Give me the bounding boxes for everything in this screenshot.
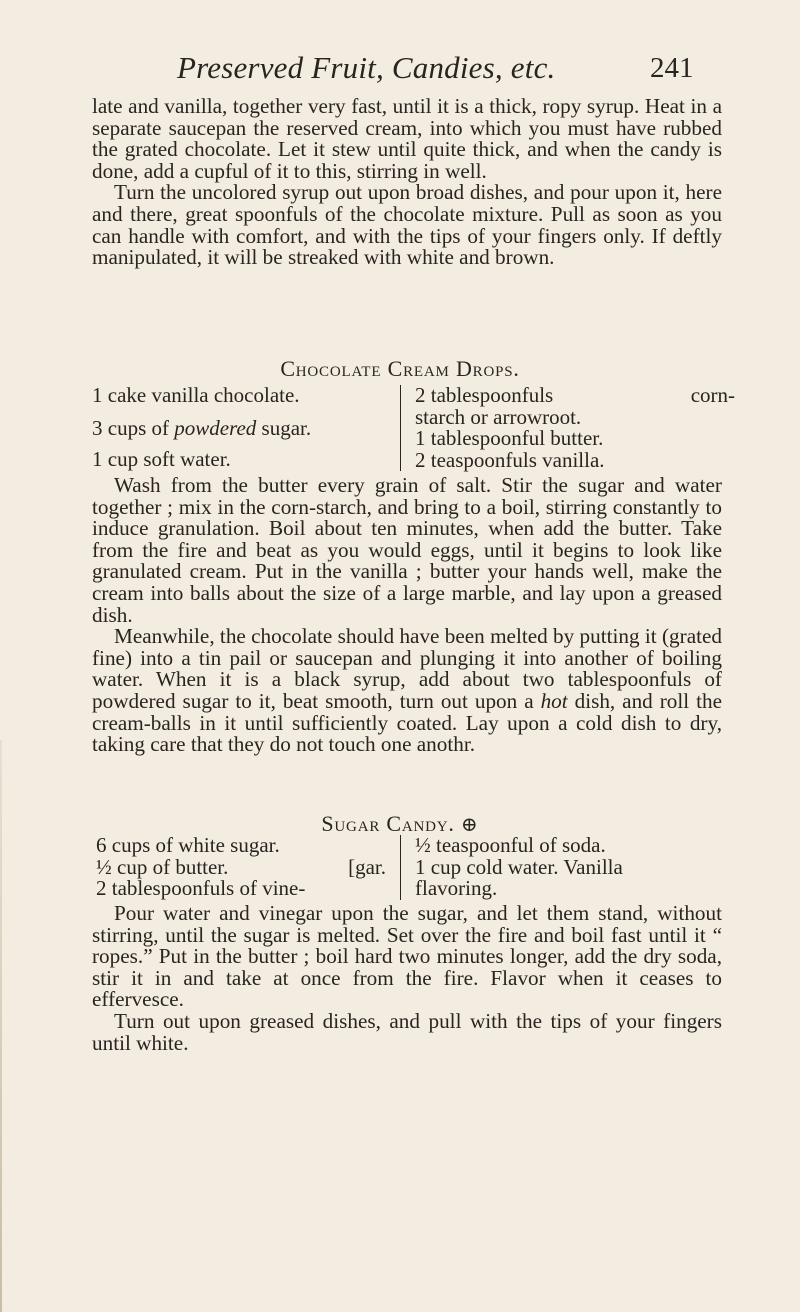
intro-paragraph-1: late and vanilla, together very fast, until it is a thick, ropy syrup. Heat in a separate saucepan the reserved cream, into which you must have rubbed the grated chocolate. Let it stew until quite thick, and when the candy is done, add a cupful of it to this, stirring in well. [92,94,722,183]
ingredient-item: 1 cake vanilla chocolate. [92,383,300,407]
recipe-title-chocolate-cream-drops: Chocolate Cream Drops. [280,356,520,381]
running-title: Preserved Fruit, Candies, etc. [177,50,556,85]
ingredient-item: ½ teaspoonful of soda. [415,833,606,857]
ingredients-right-column [400,385,735,471]
ingredient-item: 2 teaspoonfuls vanilla. [415,447,605,472]
ingredients-left-column [96,835,392,900]
instructions-chocolate-cream-drops [92,475,722,756]
instruction-paragraph-1: Wash from the butter every grain of salt. Stir the sugar and water together ; mix in the corn-starch, and bring to a boil, stirring constantly to induce granulation. Boil about ten minutes, when add the butter. Take from the fire and beat as you would eggs, until it begins to look like granulated cream. Put in the vanilla ; butter your hands well, make the cream into balls about the size of a large marble, and lay upon a greased dish. [92,473,722,627]
page-header [0,50,800,90]
ingredient-item: ½ cup of butter. [gar. [96,854,386,879]
instruction-paragraph-1: Pour water and vinegar upon the sugar, and let them stand, without stirring, until the sugar is melted. Set over the fire and boil fast until it “ ropes.” Put in the butter ; boil hard two minutes longer, add the dry soda, stir it in and take at once from the fire. Flavor when it ceases to effervesce. [92,901,722,1012]
ingredient-item: flavoring. [415,876,498,901]
intro-text [92,96,722,269]
intro-paragraph-2: Turn the uncolored syrup out upon broad dishes, and pour upon it, here and there, great spoonfuls of the chocolate mixture. Pull as soon as you can handle with comfort, and with the tips of your fingers only. If deftly manipulated, it will be streaked with white and brown. [92,180,722,270]
ingredients-left-column [92,385,392,471]
ingredients-right-column [400,835,735,900]
ingredients-chocolate-cream-drops [92,383,735,475]
ingredient-item: 3 cups of powdered sugar. [92,415,312,440]
ingredient-item: 2 tablespoonfuls of vine- [96,876,306,901]
ingredient-item: 6 cups of white sugar. [96,833,280,857]
instruction-paragraph-2: Meanwhile, the chocolate should have been melted by putting it (grated fine) into a tin pail or saucepan and plunging it into another of boiling water. When it is a black syrup, add about two tablespoonfuls of powdered sugar to it, beat smooth, turn out upon a hot dish, and roll the cream-balls in it until sufficiently coated. Lay upon a cold dish to dry, taking care that they do not touch one anothr. [92,624,722,757]
instructions-sugar-candy [92,903,722,1054]
ingredient-item: starch or arrowroot. [415,404,582,429]
page-number: 241 [650,52,694,84]
instruction-paragraph-2: Turn out upon greased dishes, and pull with the tips of your fingers until white. [92,1008,722,1055]
ingredient-item: 1 tablespoonful butter. [415,426,604,451]
ingredient-item: 2 tablespoonfuls corn- [415,383,735,407]
cross-circle-icon: ⊕ [461,814,479,836]
ingredient-item: 1 cup soft water. [92,447,231,472]
scan-edge-shadow [0,740,2,1312]
ingredient-item: 1 cup cold water. Vanilla [415,854,623,879]
recipe-title-sugar-candy: Sugar Candy. ⊕ [321,811,479,836]
ingredients-sugar-candy [92,835,722,901]
